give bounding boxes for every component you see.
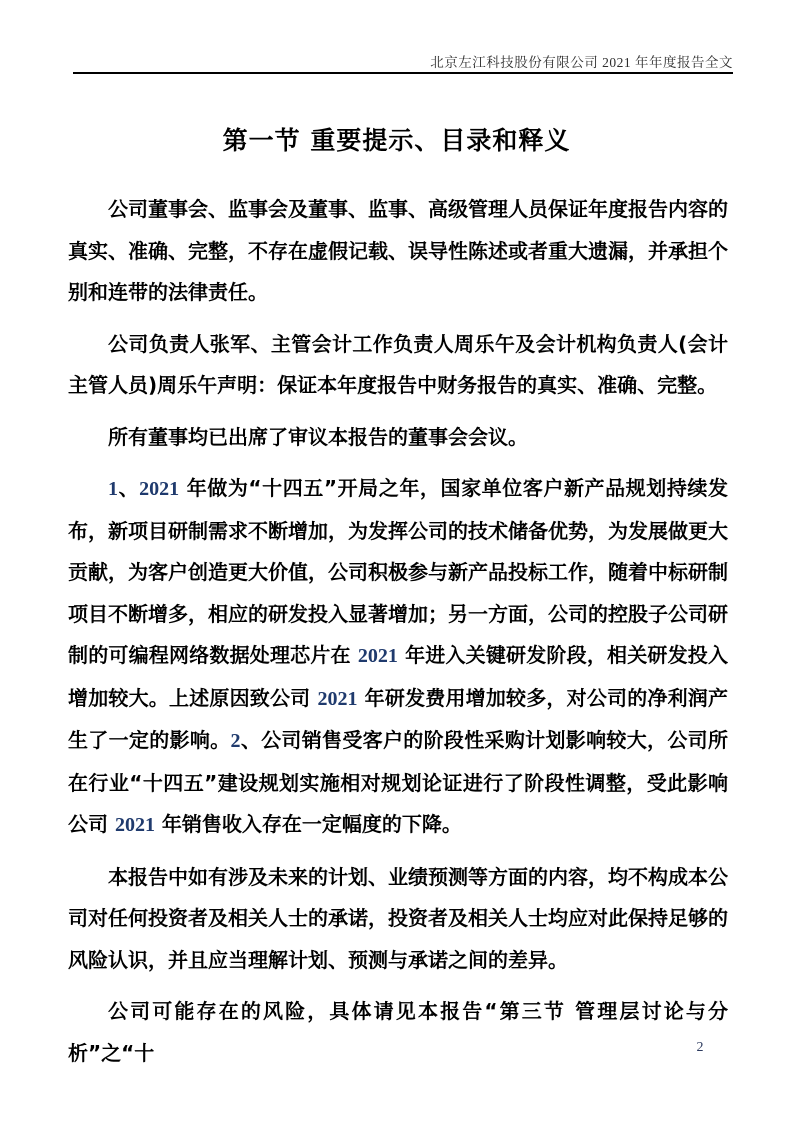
body-text: 年销售收入存在一定幅度的下降。 <box>154 812 462 836</box>
body-text: 公司董事会、监事会及董事、监事、高级管理人员保证年度报告内容的真实、准确、完整，不存在虚假记载、误导性陈述或者重大遗漏，并承担个别和连带的法律责任。 <box>68 197 728 304</box>
paragraph-3 <box>68 417 728 459</box>
section-title: 第一节 重要提示、目录和释义 <box>222 126 571 155</box>
paragraph-4 <box>68 468 728 847</box>
paragraph-2 <box>68 324 728 407</box>
page-number: 2 <box>696 1040 704 1055</box>
numeric-text: 2021 <box>357 645 398 667</box>
paragraph-1 <box>68 189 728 314</box>
numeric-text: 2021 <box>317 687 358 710</box>
numeric-text: 2021 <box>139 478 180 500</box>
body-text: 年做为“十四五”开局之年，国家单位客户新产品规划持续发布，新项目研制需求不断增加，为发挥公司的技术储备优势，为发展做更大贡献，为客户创造更大价值，公司积极参与新产品投标工作，随着中标研制项目不断增多，相应的研发投入显著增加；另一方面，公司的控股子公司研制的可编程网络数据处理芯片在 <box>68 476 728 667</box>
body-text: 年进入关键研发阶段，相关研发投入增加较大。上述原因致公司 <box>68 643 728 710</box>
body-text: 年研发费用增加较多，对公司的净利润产生了一定的影响。 <box>68 685 728 752</box>
paragraph-6 <box>68 991 728 1074</box>
body-text: 、 <box>118 476 140 500</box>
body-text: 所有董事均已出席了审议本报告的董事会会议。 <box>108 424 528 449</box>
paragraph-5 <box>68 857 728 982</box>
body-text: 公司可能存在的风险，具体请见本报告“第三节 管理层讨论与分析”之“十 <box>68 999 728 1065</box>
numeric-text: 1 <box>108 478 118 500</box>
body-text: 公司负责人张军、主管会计工作负责人周乐午及会计机构负责人(会计主管人员)周乐午声明：保证本年度报告中财务报告的真实、准确、完整。 <box>68 331 728 397</box>
numeric-text: 2 <box>230 730 241 752</box>
body-text: 、公司销售受客户的阶段性采购计划影响较大，公司所在行业“十四五”建设规划实施相对规划论证进行了阶段性调整，受此影响公司 <box>68 728 728 836</box>
body-text: 本报告中如有涉及未来的计划、业绩预测等方面的内容，均不构成本公司对任何投资者及相关人士的承诺，投资者及相关人士均应对此保持足够的风险认识，并且应当理解计划、预测与承诺之间的差异。 <box>68 864 728 972</box>
document-body <box>68 189 728 1084</box>
header-divider <box>73 72 733 74</box>
numeric-text: 2021 <box>114 814 155 836</box>
running-header <box>73 51 733 71</box>
header-title: 北京左江科技股份有限公司 2021 年年度报告全文 <box>430 55 733 70</box>
